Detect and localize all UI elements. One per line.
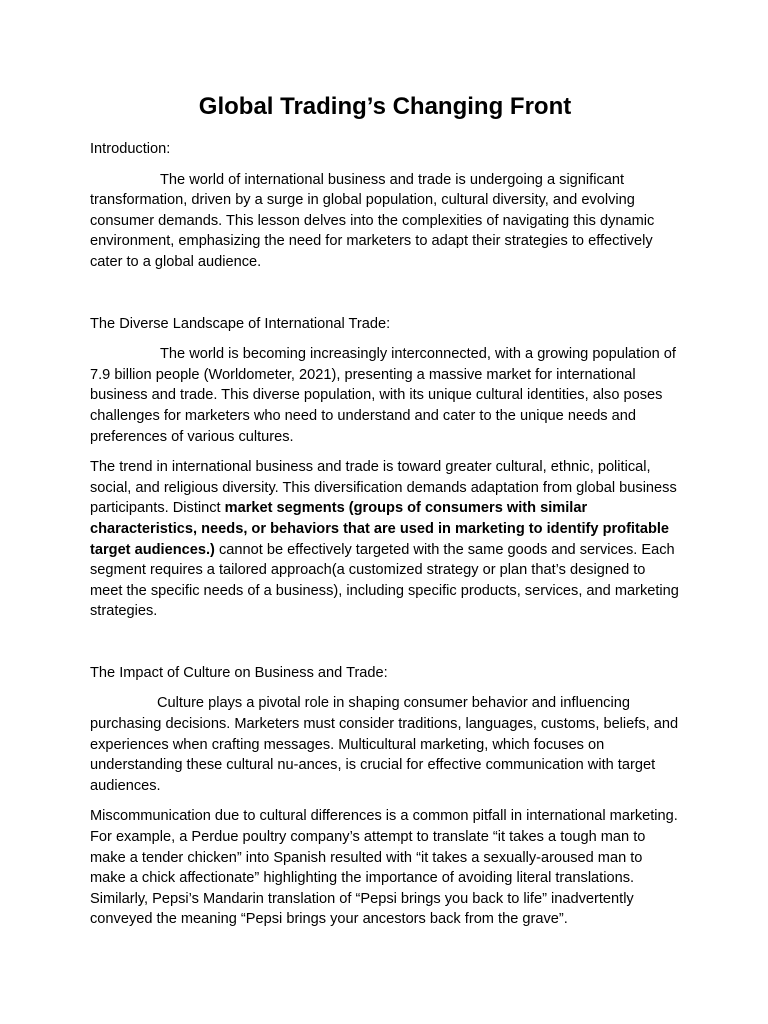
intro-label: Introduction: — [90, 141, 171, 157]
paragraph-text: cannot be effectively targeted with the same goods and services. Each segment requires a tailored approach(a customized strategy or plan that’s designed to meet the specific needs of a business), including specific products, services, and marketing strategies. — [90, 541, 679, 620]
section-heading-impact-of-culture: The Impact of Culture on Business and Trade: — [90, 664, 388, 681]
section-heading-diverse-landscape: The Diverse Landscape of International Trade: — [90, 315, 391, 332]
section-spacer — [90, 632, 680, 663]
impact-of-culture-paragraph-1: Culture plays a pivotal role in shaping consumer behavior and influencing purchasing decisions. Marketers must consider traditions, languages, customs, beliefs, and experiences when crafting messages. Multicultural marketing, which focuses on understanding these cultural nu-ances, is crucial for effective communication with target audiences. — [90, 695, 679, 794]
market-segments-definition: market segments (groups of consumers with similar characteristics, needs, or behaviors that are used in marketing to identify profitable target audiences.) — [90, 500, 670, 558]
intro-paragraph: The world of international business and trade is undergoing a significant transformation, driven by a surge in global population, cultural diversity, and evolving consumer demands. This lesson delves into the complexities of navigating this dynamic environment, emphasizing the need for marketers to adapt their strategies to effectively cater to a global audience. — [90, 171, 655, 270]
diverse-landscape-paragraph-2 — [90, 457, 680, 622]
diverse-landscape-paragraph-1: The world is becoming increasingly interconnected, with a growing population of 7.9 billion people (Worldometer, 2021), presenting a massive market for international business and trade. This diverse population, with its unique cultural identities, also poses challenges for marketers who need to understand and cater to the unique needs and preferences of various cultures. — [90, 346, 676, 445]
paragraph-text: The trend in international business and trade is toward greater cultural, ethnic, political, social, and religious diversity. This diversification demands adaptation from global business participants. Distinct — [90, 459, 677, 517]
impact-of-culture-paragraph-2: Miscommunication due to cultural differences is a common pitfall in international marketing. For example, a Perdue poultry company’s attempt to translate “it takes a tough man to make a tender chicken” into Spanish resulted with “it takes a sexually-aroused man to make a chick affectionate” highlighting the importance of avoiding literal translations. Similarly, Pepsi’s Mandarin translation of “Pepsi brings you back to life” inadvertently conveyed the meaning “Pepsi brings your ancestors back from the grave”. — [90, 808, 678, 928]
document-title: Global Trading’s Changing Front — [198, 93, 572, 120]
section-spacer — [90, 283, 680, 314]
